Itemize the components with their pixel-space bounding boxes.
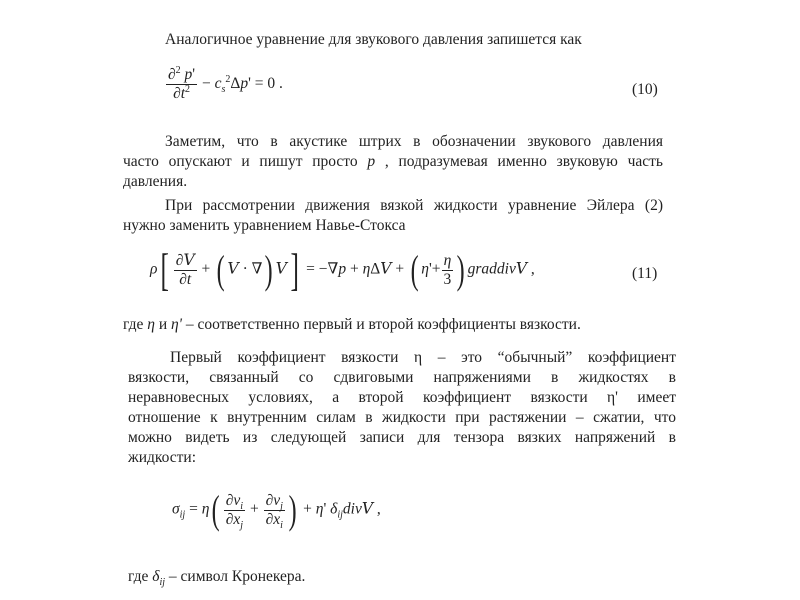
viscosity-explanation-paragraph (128, 348, 676, 468)
fraction-d2p-dt2: $\frac{\partial^2 p'}{\partial t^2}$ (168, 64, 196, 102)
text-line: Первый коэффициент вязкости η – это “обычный” коэффициент (170, 349, 676, 366)
text-line: где η и η' – соответственно первый и второй коэффициенты вязкости. (123, 316, 581, 333)
fraction-dvj-dxi: $\frac{\partial v_j}{\partial x_i}$ (265, 491, 283, 531)
equation-stress-tensor: $\sigma_{ij} = \eta$( $\frac{\partial v_i}{\partial x_j}$ + $\frac{\partial v_j}{\partial x_i}$ ) + η' $\delta_{ij}divV$ , (172, 487, 381, 532)
text-line: жидкости: (128, 449, 197, 466)
text-line: Аналогичное уравнение для звукового давления запишется как (165, 31, 582, 48)
text-line: нужно заменить уравнением Навье-Стокса (123, 217, 406, 234)
text-line: отношение к внутренним силам в жидкости при растяжении – сжатии, что (128, 409, 676, 426)
text-line: где $\delta_{ij}$ – символ Кронекера. (128, 568, 306, 589)
text-line: Заметим, что в акустике штрих в обозначении звукового давления (165, 133, 663, 150)
text-line: часто опускают и пишут просто p , подразумевая именно звуковую часть (123, 153, 663, 170)
equation-10: $\frac{\partial^2 p'}{\partial t^2}$ − $c_s^2\Delta p' = 0$ . (168, 64, 283, 102)
text-line: вязкости, связанный со сдвиговыми напряжениями в жидкостях в (128, 369, 676, 386)
equation-11: ρ[ $\frac{\partial V}{\partial t}$ + ( V · ∇) V] = −∇p + ηΔV + ( η'+ $\frac{\eta}{3}$ ) graddivV , (150, 244, 535, 295)
intro-paragraph (165, 30, 582, 50)
acoustic-note-paragraph (123, 132, 663, 192)
text-line: При рассмотрении движения вязкой жидкости уравнение Эйлера (2) (165, 197, 663, 214)
fraction-dV-dt: $\frac{\partial V}{\partial t}$ (175, 251, 195, 288)
navier-stokes-intro-paragraph (123, 196, 663, 236)
text-line: давления. (123, 173, 188, 190)
kronecker-definition-line (128, 567, 305, 587)
equation-number-11: (11) (632, 265, 658, 282)
viscosity-definition-line (123, 315, 581, 335)
text-line: можно видеть из следующей записи для тензора вязких напряжений в (128, 429, 676, 446)
fraction-dvi-dxj: $\frac{\partial v_i}{\partial x_j}$ (225, 491, 244, 531)
text-line: неравновесных условиях, а второй коэффициент вязкости η' имеет (128, 389, 676, 406)
fraction-eta-3: $\frac{\eta}{3}$ (443, 251, 452, 288)
symbol-p: p (367, 153, 376, 170)
equation-number-10: (10) (632, 81, 658, 98)
